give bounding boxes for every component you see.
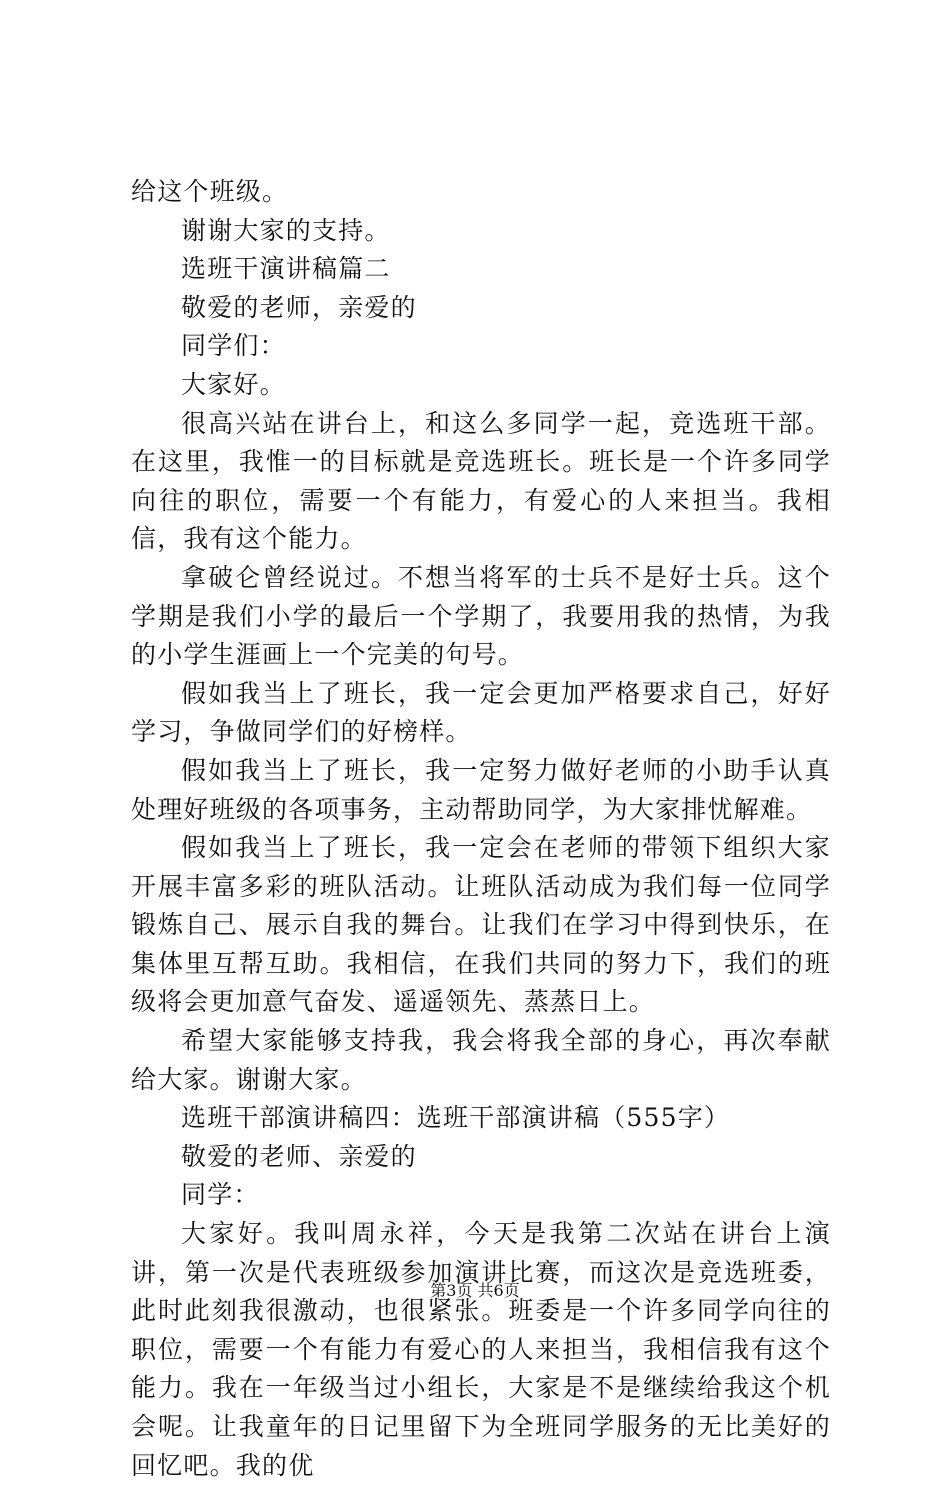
paragraph: 给这个班级。 bbox=[131, 177, 289, 206]
paragraph: 谢谢大家的支持。 bbox=[181, 215, 391, 245]
paragraph: 大家好。我叫周永祥，今天是我第二次站在讲台上演讲，第一次是代表班级参加演讲比赛，而这次是竞选班委，此时此刻我很激动，也很紧张。班委是一个许多同学向往的职位，需要一个有能力有爱心的人来担当，我相信我有这个能力。我在一年级当过小组长，大家是不是继续给我这个机会呢。让我童年的日记里留下为全班同学服务的无比美好的回忆吧。我的优 bbox=[131, 1219, 831, 1480]
section-heading: 选班干部演讲稿四：选班干部演讲稿（555字） bbox=[181, 1103, 731, 1133]
paragraph: 很高兴站在讲台上，和这么多同学一起，竞选班干部。在这里，我惟一的目标就是竞选班长。班长是一个许多同学向往的职位，需要一个有能力，有爱心的人来担当。我相信，我有这个能力。 bbox=[131, 408, 831, 554]
salutation: 敬爱的老师、亲爱的 bbox=[181, 1141, 417, 1171]
paragraph: 假如我当上了班长，我一定会更加严格要求自己，好好学习，争做同学们的好榜样。 bbox=[131, 678, 831, 747]
salutation: 同学们： bbox=[181, 331, 286, 361]
paragraph: 拿破仑曾经说过。不想当将军的士兵不是好士兵。这个学期是我们小学的最后一个学期了，我要用我的热情，为我的小学生涯画上一个完美的句号。 bbox=[131, 562, 831, 670]
salutation: 同学： bbox=[181, 1180, 260, 1210]
paragraph: 希望大家能够支持我，我会将我全部的身心，再次奉献给大家。谢谢大家。 bbox=[131, 1026, 831, 1094]
greeting: 大家好。 bbox=[181, 369, 286, 399]
paragraph: 假如我当上了班长，我一定会在老师的带领下组织大家开展丰富多彩的班队活动。让班队活动成为我们每一位同学锻炼自己、展示自我的舞台。让我们在学习中得到快乐，在集体里互帮互助。我相信，在我们共同的努力下，我们的班级将会更加意气奋发、遥遥领先、蒸蒸日上。 bbox=[131, 833, 831, 1017]
salutation: 敬爱的老师，亲爱的 bbox=[181, 292, 417, 322]
paragraph: 假如我当上了班长，我一定努力做好老师的小助手认真处理好班级的各项事务，主动帮助同学，为大家排忧解难。 bbox=[131, 755, 831, 824]
page-number: 第3页 共6页 bbox=[430, 1281, 520, 1300]
section-heading: 选班干演讲稿篇二 bbox=[181, 254, 391, 284]
